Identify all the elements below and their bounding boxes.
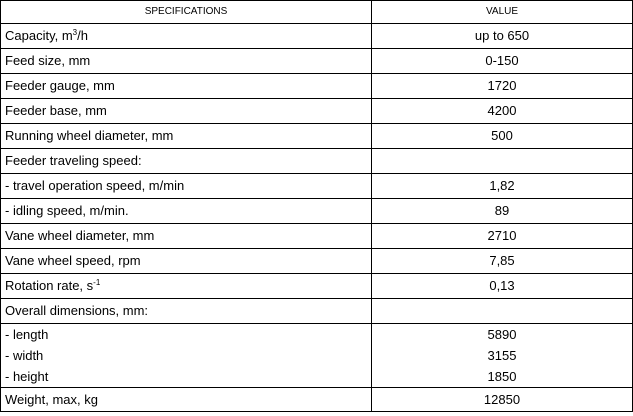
table-row [1,249,633,274]
row-value: 12850 [372,388,633,412]
row-value: 2710 [372,224,633,249]
row-value: 0-150 [372,49,633,74]
table-row [1,149,633,174]
row-value: 1,82 [372,174,633,199]
row-value: 5890 [372,324,633,346]
row-label: Vane wheel diameter, mm [1,224,372,249]
table-row [1,199,633,224]
table-row [1,388,633,412]
row-label: Feeder gauge, mm [1,74,372,99]
row-label: Weight, max, kg [1,388,372,412]
table-row [1,324,633,346]
row-value: 7,85 [372,249,633,274]
row-label: Feeder base, mm [1,99,372,124]
row-value: 1850 [372,366,633,388]
row-value [372,149,633,174]
row-label: - height [1,366,372,388]
row-value [372,299,633,324]
row-value: 89 [372,199,633,224]
row-label: - width [1,345,372,366]
row-label: - length [1,324,372,346]
row-value: 0,13 [372,274,633,299]
row-label: - travel operation speed, m/min [1,174,372,199]
row-label: - idling speed, m/min. [1,199,372,224]
table-row [1,49,633,74]
row-value: 3155 [372,345,633,366]
table-row [1,366,633,388]
row-label-capacity: Capacity, $m^3/h$ [1,24,372,49]
table-row [1,24,633,49]
table-row [1,174,633,199]
row-value: 1720 [372,74,633,99]
table-row [1,345,633,366]
table-header-row [1,1,633,24]
table-row [1,74,633,99]
table-row [1,224,633,249]
row-label-section: Overall dimensions, mm: [1,299,372,324]
table-row [1,299,633,324]
row-label-rotation-rate: Rotation rate, $s^{-1}$ [1,274,372,299]
table-row [1,124,633,149]
table-row [1,274,633,299]
row-label: Feed size, mm [1,49,372,74]
row-label-section: Feeder traveling speed: [1,149,372,174]
header-specifications: SPECIFICATIONS [1,1,372,24]
row-value: 500 [372,124,633,149]
row-value: 4200 [372,99,633,124]
row-label: Running wheel diameter, mm [1,124,372,149]
header-value: VALUE [372,1,633,24]
row-label: Vane wheel speed, rpm [1,249,372,274]
row-value-capacity: up to 650 [372,24,633,49]
table-row [1,99,633,124]
